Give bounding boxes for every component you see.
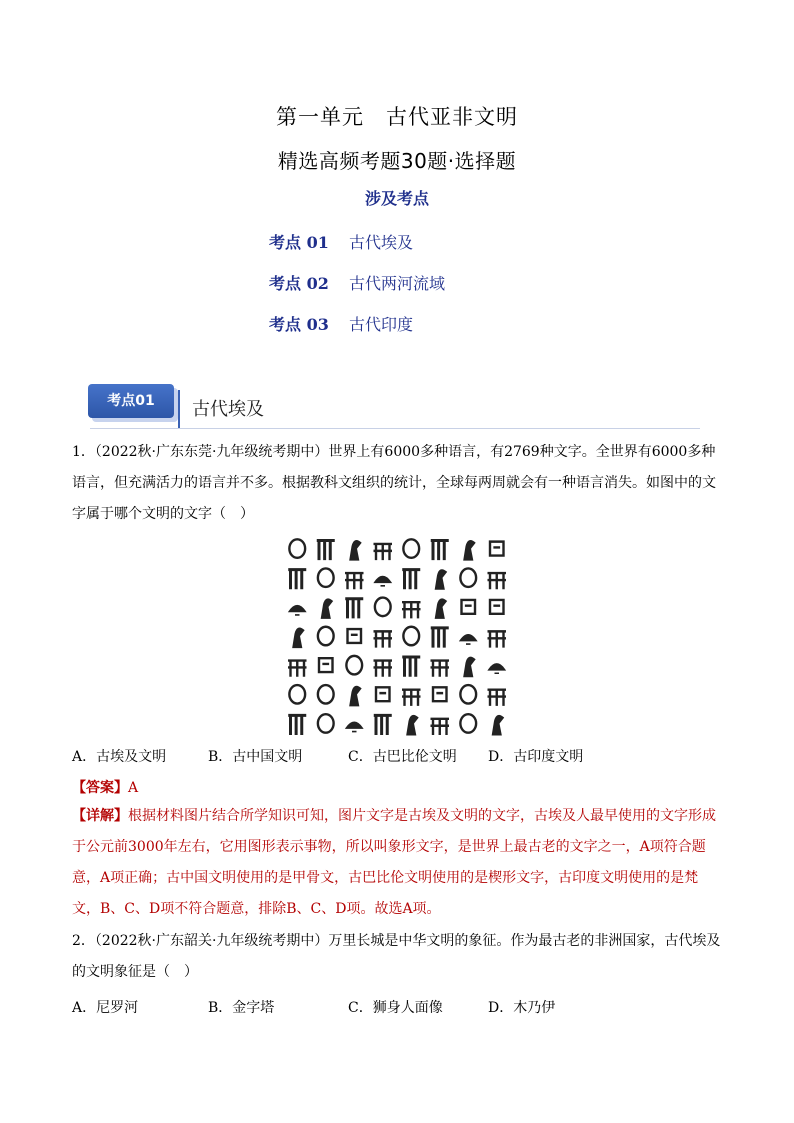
question-1-answer: [72, 777, 138, 797]
hieroglyph-glyph: [462, 600, 476, 614]
unit-subtitle: 精选高频考题30题·选择题: [277, 149, 517, 173]
answer-value: A: [128, 780, 139, 796]
kaodian-item: [269, 230, 413, 253]
question-1-detail: [72, 801, 724, 925]
hieroglyph-glyph: [488, 573, 507, 589]
hieroglyph-glyph: [489, 664, 505, 673]
hieroglyph-glyph: [288, 661, 307, 677]
kaodian-item: [269, 312, 413, 335]
section-title: 古代埃及: [192, 399, 264, 420]
question-1-options: [72, 746, 583, 766]
kaodian-name: 古代印度: [349, 315, 414, 334]
hieroglyph-glyph: [350, 686, 361, 706]
hieroglyph-glyph: [435, 599, 446, 619]
hieroglyph-glyph: [403, 539, 419, 558]
hieroglyph-glyph: [288, 715, 306, 735]
kaodian-number: 考点 02: [269, 274, 329, 293]
question-2-stem: 2．（2022秋·广东韶关·九年级统考期中）万里长城是中华文明的象征。作为最古老的非洲国家，古代埃及的文明象征是（ ）: [72, 933, 721, 980]
unit-title: 第一单元 古代亚非文明: [276, 105, 518, 129]
hieroglyph-glyph: [431, 540, 449, 560]
kaodian-item: [269, 271, 445, 294]
hieroglyph-glyph: [289, 606, 305, 615]
kaodian-number: 考点 03: [269, 315, 329, 334]
hieroglyph-glyph: [460, 714, 476, 733]
option-c: C．古巴比伦文明: [348, 749, 457, 765]
detail-text: 根据材料图片结合所学知识可知，图片文字是古埃及文明的文字，古埃及人最早使用的文字形成于公元前3000年左右，它用图形表示事物，所以叫象形文字，是世界上最古老的文字之一，A项符合题意，A项正确；古中国文明使用的是甲骨文，古巴比伦文明使用的是楔形文字，古印度文明使用的是梵文，B、C、D项不符合题意，排除B、C、D项。故选A项。: [72, 808, 716, 917]
hieroglyph-glyph: [402, 657, 420, 677]
hieroglyph-glyph: [318, 568, 334, 587]
option-b: B．古中国文明: [208, 749, 303, 765]
hieroglyph-glyph: [346, 656, 362, 675]
hieroglyph-glyph: [348, 629, 362, 643]
hieroglyph-glyph: [376, 687, 390, 701]
section-divider: [90, 428, 700, 429]
hieroglyph-glyph: [321, 599, 332, 619]
hieroglyph-glyph: [431, 661, 450, 677]
section-tab: [88, 384, 184, 428]
hieroglyph-glyph: [402, 690, 421, 706]
hieroglyph-glyph: [492, 715, 503, 735]
hieroglyph-glyph: [374, 631, 393, 647]
kaodian-name: 古代两河流域: [349, 274, 446, 293]
hieroglyph-glyph: [490, 600, 504, 614]
answer-tag: 【答案】: [72, 780, 128, 796]
hieroglyph-glyph: [402, 602, 421, 618]
hieroglyph-glyph: [464, 657, 475, 677]
hieroglyph-glyph: [433, 687, 447, 701]
hieroglyph-glyph: [403, 627, 419, 646]
hieroglyph-glyph: [431, 719, 450, 735]
hieroglyph-glyph: [460, 685, 476, 704]
hieroglyph-glyph: [374, 544, 393, 560]
hieroglyph-glyph: [346, 722, 362, 731]
hieroglyph-glyph: [407, 715, 418, 735]
option-a: A．尼罗河: [72, 1000, 139, 1016]
hieroglyph-glyph: [317, 540, 335, 560]
hieroglyph-glyph: [374, 661, 393, 677]
question-2-options: [72, 997, 555, 1017]
hieroglyph-glyph: [435, 570, 446, 590]
kaodian-name: 古代埃及: [349, 233, 414, 252]
hieroglyph-image: [283, 534, 511, 738]
option-d: D．木乃伊: [488, 1000, 556, 1016]
kaodian-number: 考点 01: [269, 233, 329, 252]
option-a: A．古埃及文明: [72, 749, 167, 765]
hieroglyph-glyph: [375, 577, 391, 586]
hieroglyph-glyph: [350, 541, 361, 561]
kaodian-heading: 涉及考点: [364, 189, 429, 208]
hieroglyph-glyph: [318, 627, 334, 646]
hieroglyph-glyph: [319, 658, 333, 672]
question-1-stem: 1．（2022秋·广东东莞·九年级统考期中）世界上有6000多种语言，有2769种文字。全世界有6000多种语言，但充满活力的语言并不多。根据教科文组织的统计，全球每两周就会有一种语言消失。如图中的文字属于哪个文明的文字（ ）: [72, 444, 716, 522]
section-divider-vertical: [178, 390, 180, 428]
hieroglyph-glyph: [490, 542, 504, 556]
detail-tag: 【详解】: [72, 808, 128, 824]
hieroglyph-glyph: [288, 570, 306, 590]
hieroglyph-glyph: [460, 635, 476, 644]
hieroglyph-glyph: [402, 570, 420, 590]
hieroglyph-glyph: [464, 541, 475, 561]
option-d: D．古印度文明: [488, 749, 584, 765]
option-b: B．金字塔: [208, 1000, 275, 1016]
hieroglyph-glyph: [374, 715, 392, 735]
hieroglyph-glyph: [345, 573, 364, 589]
hieroglyph-glyph: [460, 568, 476, 587]
option-c: C．狮身人面像: [348, 1000, 443, 1016]
hieroglyph-glyph: [289, 539, 305, 558]
hieroglyph-glyph: [318, 714, 334, 733]
section-tab-label: 考点01: [88, 384, 174, 418]
hieroglyph-glyph: [318, 685, 334, 704]
hieroglyph-glyph: [375, 598, 391, 617]
hieroglyph-glyph: [488, 690, 507, 706]
hieroglyph-glyph: [345, 599, 363, 619]
hieroglyph-glyph: [289, 685, 305, 704]
hieroglyph-glyph: [431, 628, 449, 648]
hieroglyph-glyph: [488, 631, 507, 647]
hieroglyph-glyph: [293, 628, 304, 648]
